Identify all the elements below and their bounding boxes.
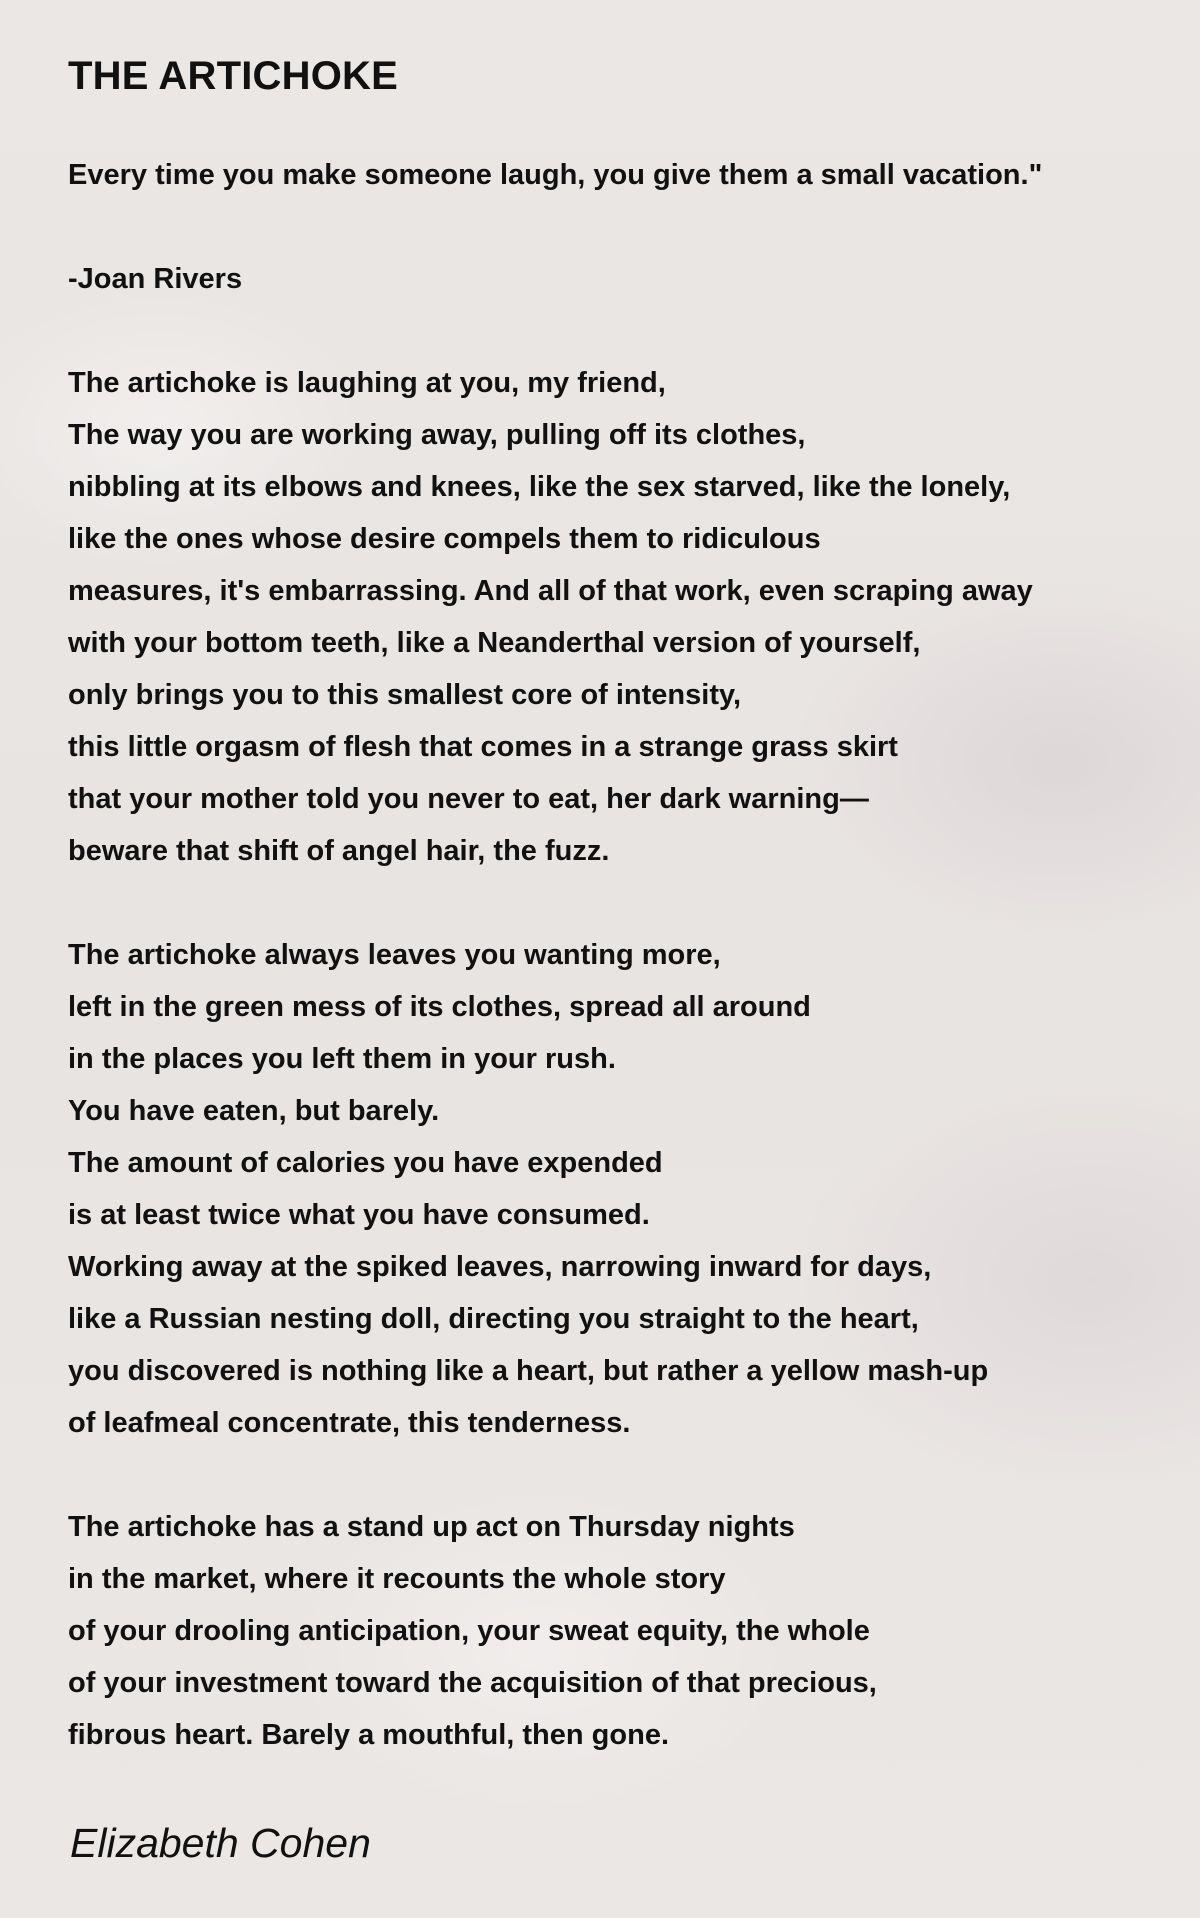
stanza-gap (68, 305, 1178, 357)
poem-line: like a Russian nesting doll, directing you straight to the heart, (68, 1303, 919, 1335)
stanza-gap (68, 877, 1178, 929)
poem-line: with your bottom teeth, like a Neanderthal version of yourself, (68, 627, 921, 659)
poem-line: in the places you left them in your rush. (68, 1043, 616, 1075)
poem-line: of leafmeal concentrate, this tenderness. (68, 1407, 631, 1439)
epigraph-attribution: -Joan Rivers (68, 263, 243, 295)
poem-line: The artichoke is laughing at you, my friend, (68, 367, 666, 399)
poem-line: like the ones whose desire compels them to ridiculous (68, 523, 821, 555)
poem-line: Working away at the spiked leaves, narrowing inward for days, (68, 1251, 932, 1283)
poem-line: in the market, where it recounts the whole story (68, 1563, 726, 1595)
poem-line: only brings you to this smallest core of intensity, (68, 679, 742, 711)
poem-line: beware that shift of angel hair, the fuzz. (68, 835, 610, 867)
stanza-2 (68, 929, 1178, 1449)
poem-author: Elizabeth Cohen (70, 1820, 371, 1866)
stanza-gap (68, 1449, 1178, 1501)
poem-title: THE ARTICHOKE (68, 54, 399, 98)
stanza-gap (68, 201, 1178, 253)
poem-line: of your investment toward the acquisition of that precious, (68, 1667, 877, 1699)
poem-line: The way you are working away, pulling off its clothes, (68, 419, 806, 451)
poem-line: fibrous heart. Barely a mouthful, then gone. (68, 1719, 669, 1751)
poem-line: You have eaten, but barely. (68, 1095, 440, 1127)
epigraph-quote: Every time you make someone laugh, you give them a small vacation." (68, 159, 1043, 191)
poem-line: that your mother told you never to eat, her dark warning— (68, 783, 869, 815)
poem-line: The amount of calories you have expended (68, 1147, 663, 1179)
poem-line: measures, it's embarrassing. And all of that work, even scraping away (68, 575, 1033, 607)
poem-line: The artichoke has a stand up act on Thursday nights (68, 1511, 795, 1543)
poem-line: of your drooling anticipation, your sweat equity, the whole (68, 1615, 870, 1647)
poem-line: is at least twice what you have consumed. (68, 1199, 650, 1231)
poem-line: this little orgasm of flesh that comes in a strange grass skirt (68, 731, 898, 763)
poem-line: left in the green mess of its clothes, spread all around (68, 991, 811, 1023)
poem-line: you discovered is nothing like a heart, but rather a yellow mash-up (68, 1355, 989, 1387)
poem-line: nibbling at its elbows and knees, like the sex starved, like the lonely, (68, 471, 1011, 503)
poem-line: The artichoke always leaves you wanting more, (68, 939, 721, 971)
poem-body (68, 149, 1178, 1761)
stanza-1 (68, 357, 1178, 877)
stanza-3 (68, 1501, 1178, 1761)
